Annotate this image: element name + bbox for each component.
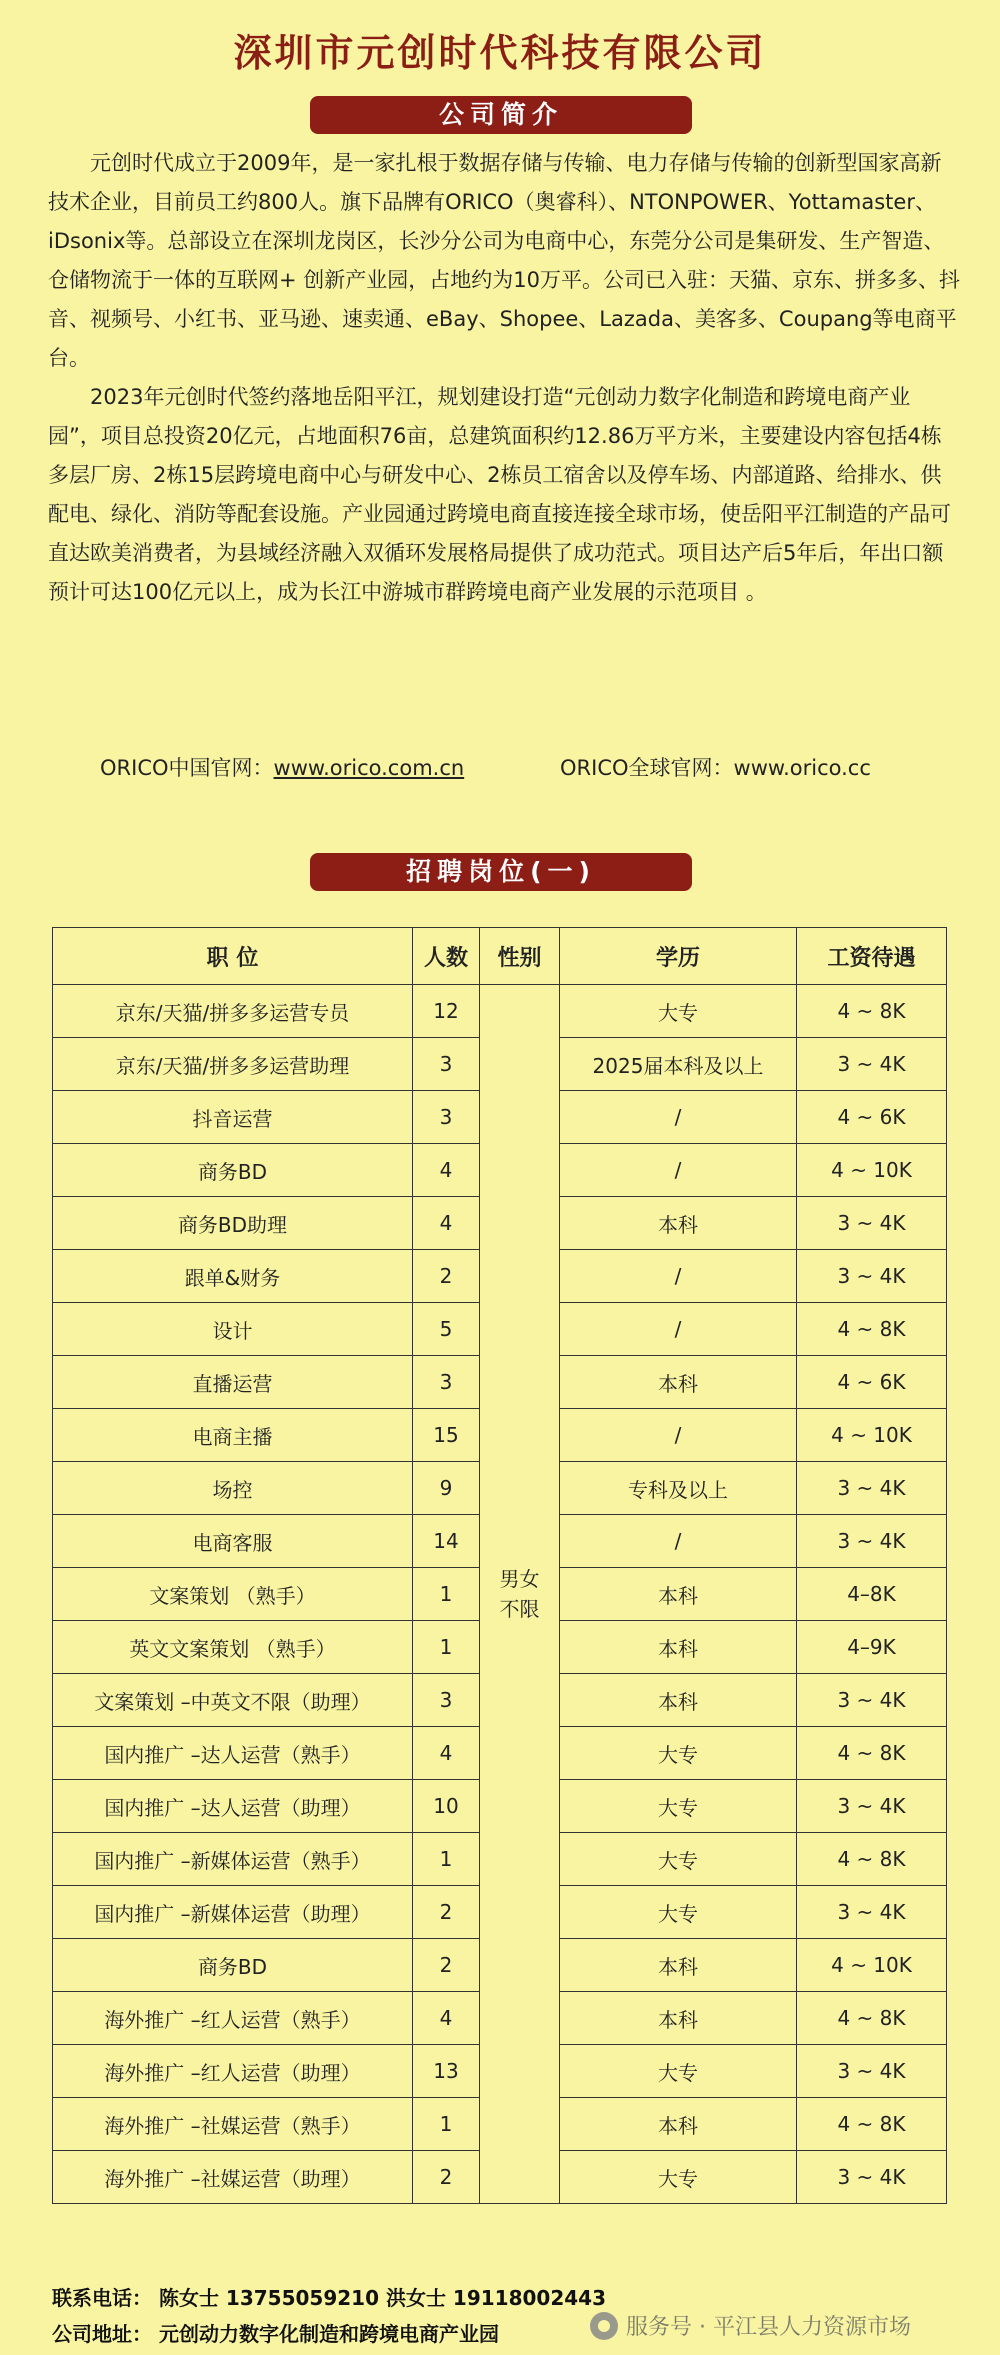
cell-education: 大专: [560, 1780, 797, 1833]
wechat-service-icon: [590, 2312, 618, 2340]
cell-position: 国内推广 –新媒体运营（助理）: [53, 1886, 413, 1939]
cell-salary: 4 ~ 10K: [797, 1409, 947, 1462]
cell-position: 海外推广 –社媒运营（助理）: [53, 2151, 413, 2204]
cell-education: 大专: [560, 1886, 797, 1939]
official-sites: [100, 752, 960, 782]
cell-salary: 4 ~ 8K: [797, 1727, 947, 1780]
cell-salary: 4 ~ 8K: [797, 2098, 947, 2151]
cell-salary: 3 ~ 4K: [797, 1515, 947, 1568]
cell-salary: 4 ~ 6K: [797, 1091, 947, 1144]
cell-salary: 4 ~ 10K: [797, 1144, 947, 1197]
cell-position: 电商主播: [53, 1409, 413, 1462]
cell-education: 本科: [560, 2098, 797, 2151]
cell-count: 3: [413, 1091, 480, 1144]
table-row: [53, 985, 947, 1038]
cell-count: 4: [413, 1992, 480, 2045]
cell-position: 国内推广 –达人运营（熟手）: [53, 1727, 413, 1780]
cell-salary: 3 ~ 4K: [797, 1674, 947, 1727]
cell-education: /: [560, 1515, 797, 1568]
cell-count: 4: [413, 1727, 480, 1780]
cell-count: 2: [413, 1250, 480, 1303]
header-education: 学历: [560, 928, 797, 985]
cell-education: 大专: [560, 2045, 797, 2098]
cn-site-label: ORICO中国官网：: [100, 756, 274, 780]
cell-count: 3: [413, 1674, 480, 1727]
cell-count: 2: [413, 1939, 480, 1992]
cell-count: 10: [413, 1780, 480, 1833]
cell-education: 本科: [560, 1992, 797, 2045]
cell-education: /: [560, 1303, 797, 1356]
table-header-row: [53, 928, 947, 985]
cell-position: 文案策划 –中英文不限（助理）: [53, 1674, 413, 1727]
cell-count: 14: [413, 1515, 480, 1568]
cell-education: 本科: [560, 1621, 797, 1674]
cell-education: 2025届本科及以上: [560, 1038, 797, 1091]
cell-education: /: [560, 1409, 797, 1462]
intro-text: [48, 144, 960, 612]
cell-salary: 4 ~ 8K: [797, 1833, 947, 1886]
cell-count: 15: [413, 1409, 480, 1462]
cell-count: 1: [413, 1621, 480, 1674]
cell-salary: 4–8K: [797, 1568, 947, 1621]
cell-count: 2: [413, 2151, 480, 2204]
cell-salary: 3 ~ 4K: [797, 2045, 947, 2098]
cell-count: 4: [413, 1197, 480, 1250]
cell-count: 1: [413, 1568, 480, 1621]
cell-salary: 3 ~ 4K: [797, 1462, 947, 1515]
cell-education: 本科: [560, 1939, 797, 1992]
cell-position: 国内推广 –达人运营（助理）: [53, 1780, 413, 1833]
cell-salary: 4 ~ 8K: [797, 1303, 947, 1356]
cell-education: 本科: [560, 1568, 797, 1621]
cell-position: 商务BD助理: [53, 1197, 413, 1250]
cell-count: 1: [413, 2098, 480, 2151]
cell-count: 3: [413, 1038, 480, 1091]
cell-count: 4: [413, 1144, 480, 1197]
cell-count: 13: [413, 2045, 480, 2098]
global-site-label: ORICO全球官网：: [560, 756, 734, 780]
cell-position: 商务BD: [53, 1939, 413, 1992]
cell-position: 商务BD: [53, 1144, 413, 1197]
cell-count: 12: [413, 985, 480, 1038]
cell-position: 直播运营: [53, 1356, 413, 1409]
cell-education: /: [560, 1091, 797, 1144]
contact-phone: 联系电话： 陈女士 13755059210 洪女士 19118002443: [52, 2286, 607, 2310]
cell-education: 本科: [560, 1356, 797, 1409]
cell-salary: 4 ~ 8K: [797, 1992, 947, 2045]
cell-count: 2: [413, 1886, 480, 1939]
cell-position: 场控: [53, 1462, 413, 1515]
cell-position: 跟单&财务: [53, 1250, 413, 1303]
cell-position: 海外推广 –红人运营（熟手）: [53, 1992, 413, 2045]
jobs-section-title: 招聘岗位(一): [310, 853, 692, 891]
header-salary: 工资待遇: [797, 928, 947, 985]
cell-position: 设计: [53, 1303, 413, 1356]
watermark: [590, 2310, 911, 2341]
cn-site-link[interactable]: www.orico.com.cn: [273, 756, 465, 780]
cell-salary: 3 ~ 4K: [797, 1197, 947, 1250]
cell-education: 大专: [560, 1727, 797, 1780]
jobs-table: [52, 927, 947, 2204]
global-site-link[interactable]: www.orico.cc: [733, 756, 871, 780]
cell-count: 5: [413, 1303, 480, 1356]
cell-salary: 4 ~ 6K: [797, 1356, 947, 1409]
cell-education: /: [560, 1144, 797, 1197]
cell-count: 3: [413, 1356, 480, 1409]
cell-position: 京东/天猫/拼多多运营专员: [53, 985, 413, 1038]
watermark-text: 服务号 · 平江县人力资源市场: [626, 2315, 911, 2340]
cell-position: 海外推广 –社媒运营（熟手）: [53, 2098, 413, 2151]
header-gender: 性别: [480, 928, 560, 985]
cell-salary: 4–9K: [797, 1621, 947, 1674]
cell-salary: 4 ~ 8K: [797, 985, 947, 1038]
cell-salary: 3 ~ 4K: [797, 2151, 947, 2204]
cell-education: /: [560, 1250, 797, 1303]
cell-salary: 4 ~ 10K: [797, 1939, 947, 1992]
cell-position: 抖音运营: [53, 1091, 413, 1144]
intro-paragraph-1: 元创时代成立于2009年，是一家扎根于数据存储与传输、电力存储与传输的创新型国家高新技术企业，目前员工约800人。旗下品牌有ORICO（奥睿科）、NTONPOWER、Yottamaster、iDsonix等。总部设立在深圳龙岗区，长沙分公司为电商中心，东莞分公司是集研发、生产智造、仓储物流于一体的互联网+ 创新产业园，占地约为10万平。公司已入驻：天猫、京东、拼多多、抖音、视频号、小红书、亚马逊、速卖通、eBay、Shopee、Lazada、美客多、Coupang等电商平台。: [48, 151, 960, 370]
intro-section-title: 公司简介: [310, 96, 692, 134]
cell-position: 文案策划 （熟手）: [53, 1568, 413, 1621]
cell-salary: 3 ~ 4K: [797, 1038, 947, 1091]
cell-salary: 3 ~ 4K: [797, 1780, 947, 1833]
cell-position: 电商客服: [53, 1515, 413, 1568]
page-title: 深圳市元创时代科技有限公司: [233, 31, 767, 75]
cell-salary: 3 ~ 4K: [797, 1250, 947, 1303]
cell-count: 9: [413, 1462, 480, 1515]
cell-position: 英文文案策划 （熟手）: [53, 1621, 413, 1674]
contact-address: 公司地址： 元创动力数字化制造和跨境电商产业园: [52, 2322, 499, 2346]
cell-education: 本科: [560, 1674, 797, 1727]
intro-paragraph-2: 2023年元创时代签约落地岳阳平江，规划建设打造“元创动力数字化制造和跨境电商产业园”，项目总投资20亿元，占地面积76亩，总建筑面积约12.86万平方米，主要建设内容包括4栋多层厂房、2栋15层跨境电商中心与研发中心、2栋员工宿舍以及停车场、内部道路、给排水、供配电、绿化、消防等配套设施。产业园通过跨境电商直接连接全球市场，使岳阳平江制造的产品可直达欧美消费者，为县域经济融入双循环发展格局提供了成功范式。项目达产后5年后，年出口额预计可达100亿元以上，成为长江中游城市群跨境电商产业发展的示范项目 。: [48, 385, 951, 604]
cell-count: 1: [413, 1833, 480, 1886]
cell-position: 国内推广 –新媒体运营（熟手）: [53, 1833, 413, 1886]
cell-education: 大专: [560, 1833, 797, 1886]
cell-education: 大专: [560, 985, 797, 1038]
cell-education: 专科及以上: [560, 1462, 797, 1515]
cell-education: 大专: [560, 2151, 797, 2204]
cell-gender: 男女 不限: [480, 985, 560, 2204]
cell-position: 海外推广 –红人运营（助理）: [53, 2045, 413, 2098]
cell-position: 京东/天猫/拼多多运营助理: [53, 1038, 413, 1091]
cell-education: 本科: [560, 1197, 797, 1250]
cell-salary: 3 ~ 4K: [797, 1886, 947, 1939]
header-count: 人数: [413, 928, 480, 985]
header-position: 职 位: [53, 928, 413, 985]
